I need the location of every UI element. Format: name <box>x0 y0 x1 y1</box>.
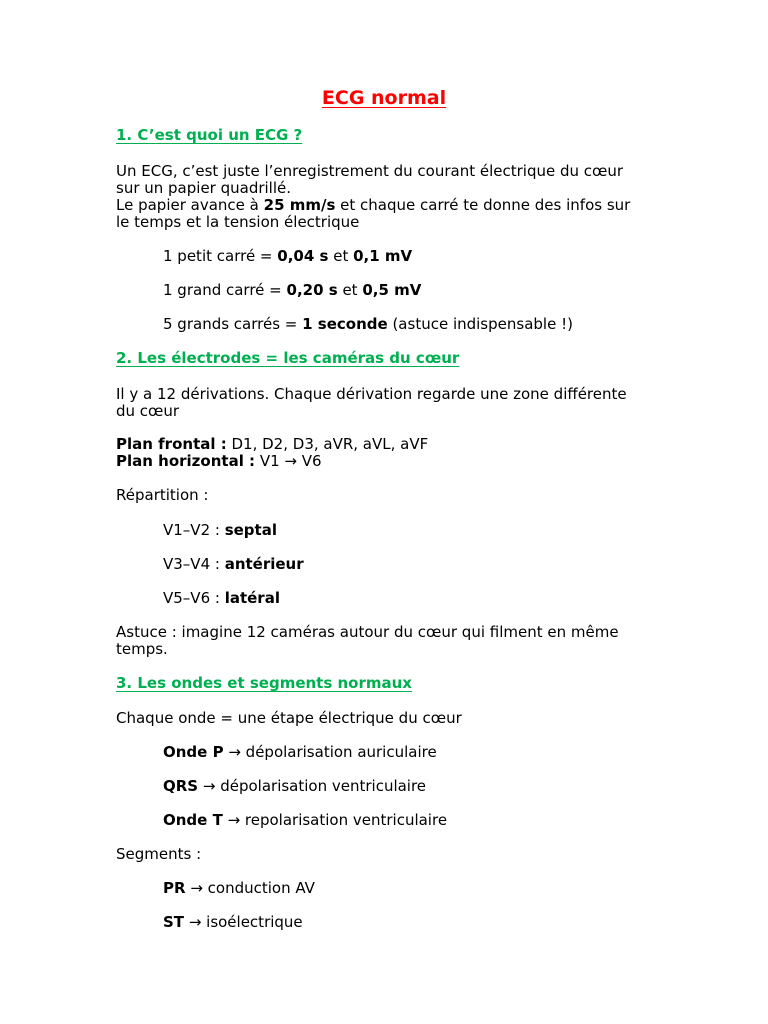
list-item <box>163 744 437 761</box>
text-run: V5–V6 : <box>163 589 225 607</box>
text-run: D1, D2, D3, aVR, aVL, aVF <box>226 435 429 453</box>
plan-horizontal-line <box>116 453 322 470</box>
list-item-small-square <box>163 248 412 265</box>
text-run: Le papier avance à <box>116 196 264 214</box>
bold-text: 1 seconde <box>302 315 388 333</box>
text-run: 1 petit carré = <box>163 247 278 265</box>
bold-text: 0,5 mV <box>362 281 422 299</box>
list-item <box>163 880 315 897</box>
bold-text: 25 mm/s <box>263 196 336 214</box>
text-run: 1 grand carré = <box>163 281 287 299</box>
page-title: ECG normal <box>321 87 447 109</box>
text-run: → isoélectrique <box>184 913 303 931</box>
list-item <box>163 778 426 795</box>
paragraph-line: Segments : <box>116 845 202 863</box>
bold-label: Plan frontal : <box>116 435 227 453</box>
list-item <box>163 556 304 573</box>
paragraph-line: le temps et la tension électrique <box>116 213 360 231</box>
section-heading-1: 1. C’est quoi un ECG ? <box>116 126 303 144</box>
bold-text: Onde T <box>163 811 223 829</box>
text-run: V3–V4 : <box>163 555 225 573</box>
text-run: → dépolarisation ventriculaire <box>198 777 427 795</box>
text-run: → dépolarisation auriculaire <box>223 743 437 761</box>
bold-text: ST <box>163 913 185 931</box>
section-heading-3: 3. Les ondes et segments normaux <box>116 674 412 692</box>
list-item-five-squares <box>163 316 573 333</box>
list-item <box>163 590 280 607</box>
paragraph-line: Un ECG, c’est juste l’enregistrement du courant électrique du cœur <box>116 162 624 180</box>
paragraph-line: sur un papier quadrillé. <box>116 179 292 197</box>
bold-text: QRS <box>163 777 199 795</box>
plan-frontal-line <box>116 436 428 453</box>
text-run: → repolarisation ventriculaire <box>222 811 448 829</box>
bold-text: antérieur <box>224 555 304 573</box>
text-run: V1–V2 : <box>163 521 225 539</box>
paragraph-line <box>116 197 630 214</box>
bold-text: 0,04 s <box>277 247 329 265</box>
bold-label: Plan horizontal : <box>116 452 256 470</box>
list-item <box>163 522 277 539</box>
paragraph-line: du cœur <box>116 402 180 420</box>
bold-text: 0,1 mV <box>353 247 413 265</box>
text-run: et <box>328 247 354 265</box>
paragraph-line: Chaque onde = une étape électrique du cœur <box>116 709 462 727</box>
paragraph-line: Répartition : <box>116 486 209 504</box>
text-run: (astuce indispensable !) <box>387 315 573 333</box>
text-run: et <box>337 281 363 299</box>
bold-text: septal <box>224 521 277 539</box>
paragraph-line: Astuce : imagine 12 caméras autour du cœur qui filment en même <box>116 623 619 641</box>
text-run: V1 → V6 <box>255 452 322 470</box>
paragraph-line: Il y a 12 dérivations. Chaque dérivation regarde une zone différente <box>116 385 627 403</box>
list-item <box>163 914 303 931</box>
text-run: 5 grands carrés = <box>163 315 303 333</box>
bold-text: Onde P <box>163 743 224 761</box>
section-heading-2: 2. Les électrodes = les caméras du cœur <box>116 349 460 367</box>
list-item-big-square <box>163 282 421 299</box>
list-item <box>163 812 447 829</box>
bold-text: 0,20 s <box>286 281 338 299</box>
bold-text: latéral <box>224 589 280 607</box>
text-run: et chaque carré te donne des infos sur <box>335 196 631 214</box>
text-run: → conduction AV <box>185 879 315 897</box>
paragraph-line: temps. <box>116 640 168 658</box>
bold-text: PR <box>163 879 186 897</box>
